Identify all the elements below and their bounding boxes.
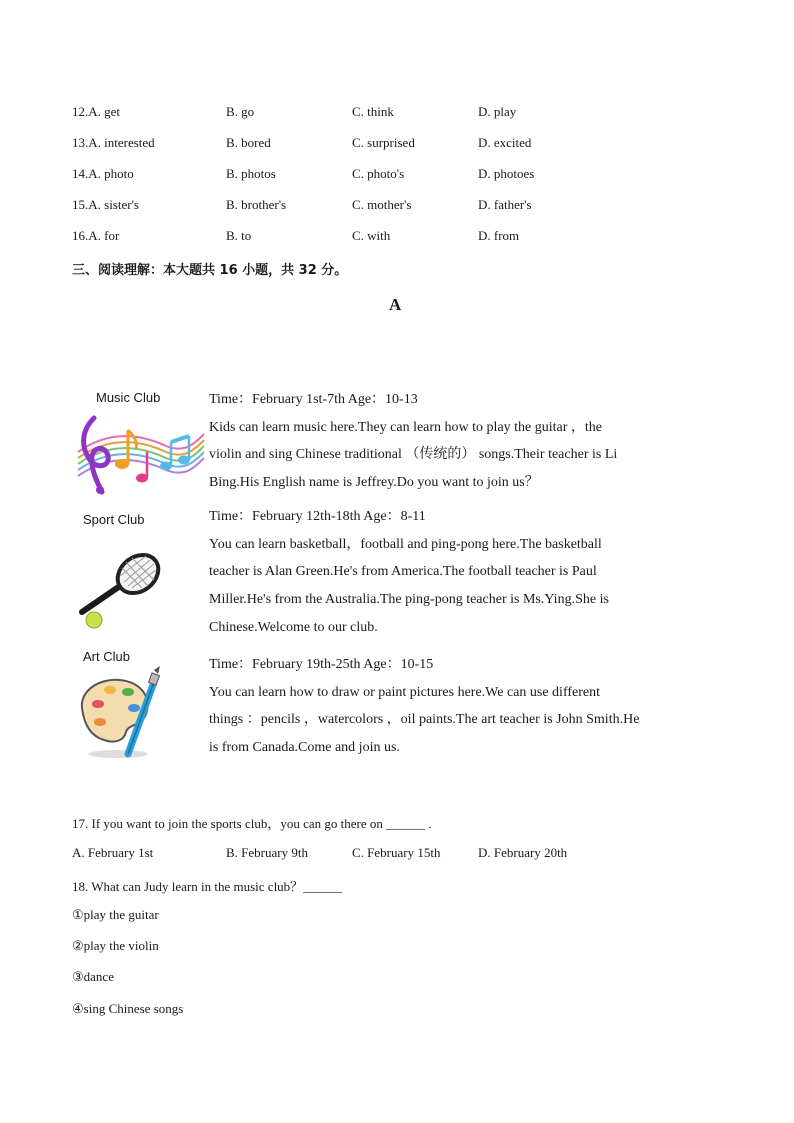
music-club-line: violin and sing Chinese traditional （传统的） songs.Their teacher is Li [209,447,618,463]
option-b: B. go [226,104,255,119]
question-number: 16. [72,228,89,243]
option-c: C. with [352,228,391,243]
question-number: 12. [72,104,89,119]
option-d: D. from [478,228,520,243]
sport-club-line: Time：February 12th-18th Age：8-11 [209,509,426,524]
music-club-title: Music Club [96,390,161,405]
option-row [72,228,119,244]
art-club-line: things ：pencils ，watercolors ，oil paints.The art teacher is John Smith.He [209,712,640,728]
option-a: A. photo [88,166,134,181]
option-c: C. photo's [352,166,405,181]
art-club-line: Time：February 19th-25th Age：10-15 [209,657,434,672]
option-c: C. February 15th [352,845,441,860]
list-item: ③dance [72,969,114,984]
option-row [72,197,139,213]
art-club-title: Art Club [83,649,130,664]
option-b: B. brother's [226,197,287,212]
music-notes-icon [76,412,206,494]
question-number: 13. [72,135,89,150]
question-17-stem: 17. If you want to join the sports club，you can go there on ______ . [72,816,432,831]
section-heading: 三、阅读理解：本大题共 16 小题，共 32 分。 [72,263,348,278]
option-d: D. play [478,104,517,119]
option-c: C. mother's [352,197,412,212]
art-club-text [209,651,639,762]
sport-club-line: Chinese.Welcome to our club. [209,619,378,635]
music-club-line: Bing.His English name is Jeffrey.Do you want to join us？ [209,475,539,491]
option-row [72,166,134,182]
question-18-stem: 18. What can Judy learn in the music club？______ [72,879,343,894]
music-club-text [209,386,617,497]
option-c: C. think [352,104,394,119]
paint-palette-icon [76,668,166,760]
option-row [72,104,120,120]
option-a: A. sister's [88,197,139,212]
option-row [72,135,155,151]
list-item: ②play the violin [72,938,159,953]
option-d: D. photoes [478,166,535,181]
option-a: A. February 1st [72,845,154,860]
sport-club-text [209,503,609,641]
sport-club-title: Sport Club [83,512,145,527]
music-club-line: Kids can learn music here.They can learn how to play the guitar ，the [209,419,603,435]
option-b: B. to [226,228,252,243]
option-b: B. photos [226,166,276,181]
option-a: A. interested [88,135,155,150]
question-number: 15. [72,197,89,212]
option-d: D. excited [478,135,532,150]
sport-club-line: Miller.He's from the Australia.The ping-pong teacher is Ms.Ying.She is [209,592,609,608]
option-b: B. February 9th [226,845,308,860]
question-number: 14. [72,166,89,181]
sport-club-line: You can learn basketball，football and ping-pong here.The basketball [209,536,602,552]
passage-label: A [389,295,402,314]
option-a: A. for [88,228,120,243]
art-club-line: You can learn how to draw or paint pictures here.We can use different [209,684,601,700]
option-b: B. bored [226,135,271,150]
option-d: D. February 20th [478,845,568,860]
list-item: ④sing Chinese songs [72,1001,184,1016]
list-item: ①play the guitar [72,907,159,922]
option-a: A. get [88,104,121,119]
option-c: C. surprised [352,135,415,150]
sport-club-line: teacher is Alan Green.He's from America.The football teacher is Paul [209,564,597,580]
art-club-line: is from Canada.Come and join us. [209,740,400,756]
music-club-line: Time：February 1st-7th Age：10-13 [209,392,418,407]
option-d: D. father's [478,197,532,212]
tennis-racket-icon [76,548,168,632]
